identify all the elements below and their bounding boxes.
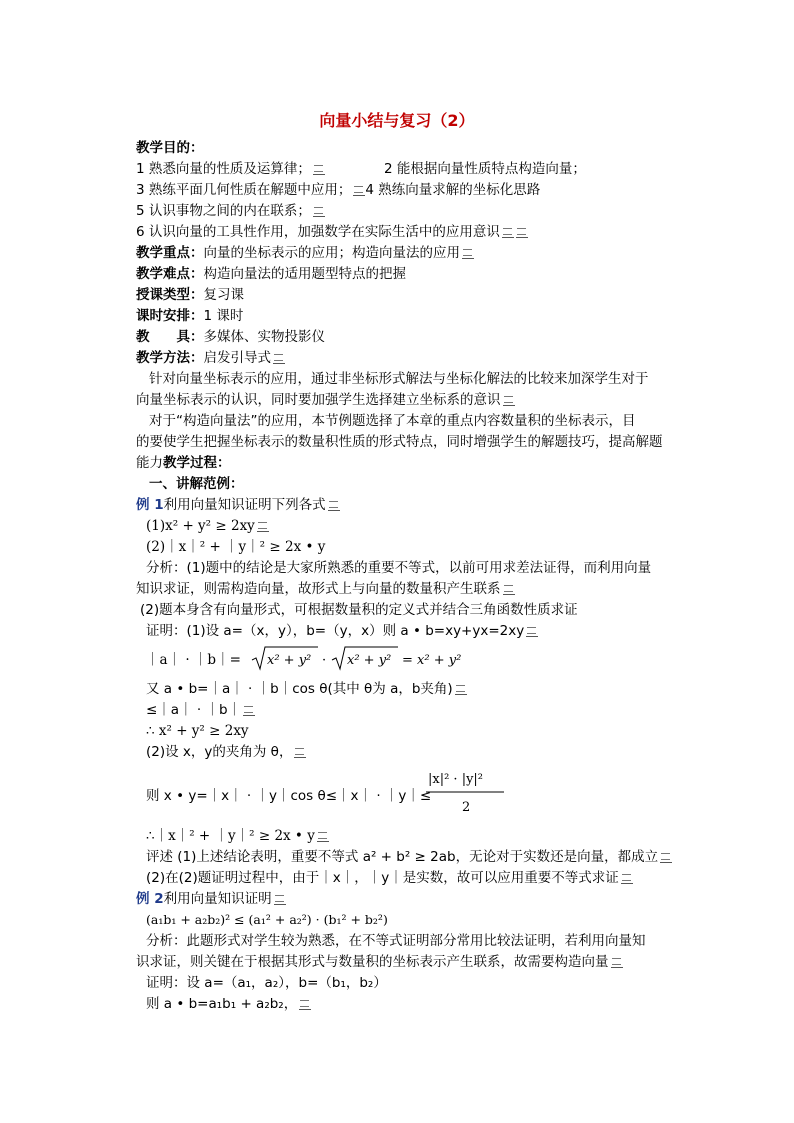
example-1-proof-7: 则 x • y=｜x｜ · ｜y｜cos θ≤｜x｜ · ｜y｜≤ [146,788,432,804]
objective-2: 2 能根据向量性质特点构造向量； [384,161,586,177]
radicand-2: x² + y² [347,653,392,668]
document-title: 向量小结与复习（2） [319,111,475,130]
example-2-proof-2 [146,995,311,1013]
example-2-analysis-1: 分析：此题形式对学生较为熟悉，在不等式证明部分常用比较法证明，若利用向量知 [146,933,646,949]
objectives-heading: 教学目的： [136,140,204,156]
objective-3-4 [136,181,540,199]
objective-5-text: 5 认识事物之间的内在联系； [136,203,311,219]
watermark-icon [273,353,285,364]
tools-label: 教 具： [136,329,204,345]
watermark-icon [313,206,325,217]
radicand-1: x² + y² [267,653,312,668]
method-text: 启发引导式 [203,350,271,366]
lesson-type-label: 授课类型： [136,287,204,303]
objective-6 [136,223,528,241]
watermark-icon [294,747,306,758]
section-heading: 一、讲解范例： [149,476,244,492]
tools-text: 多媒体、实物投影仪 [203,329,325,345]
example-2-text: 利用向量知识证明 [163,891,272,907]
example-1-proof-1-text: 证明：(1)设 a=（x，y），b=（y，x）则 a • b=xy+yx=2xy [146,623,525,639]
example-1-proof-1 [146,622,538,640]
example-1-proof-8 [146,827,329,845]
formula-right: = x² + y² [402,653,462,668]
objective-1 [136,160,325,178]
example-1-review-1-text: 评述 (1)上述结论表明，重要不等式 a² + b² ≥ 2ab，无论对于实数还是向量，都成立 [146,849,659,865]
example-2-proof-1: 证明：设 a=（a₁，a₂），b=（b₁，b₂） [146,975,387,991]
watermark-icon [299,999,311,1010]
example-1-analysis-3: (2)题本身含有向量形式，可根据数量积的定义式并结合三角函数性质求证 [140,602,578,618]
difficulty-label: 教学难点： [136,266,204,282]
para1-line1: 针对向量坐标表示的应用，通过非坐标形式解法与坐标化解法的比较来加深学生对于 [149,371,649,387]
objective-4-text: 4 熟练向量求解的坐标化思路 [365,182,541,198]
example-1-item-2: (2)｜x｜² + ｜y｜² ≥ 2x • y [146,539,326,555]
example-1-proof-3-text: 又 a • b=｜a｜ · ｜b｜cos θ(其中 θ为 a，b夹角) [146,681,453,697]
schedule-label: 课时安排： [136,308,204,324]
watermark-icon [462,248,474,259]
teaching-process-heading: 教学过程： [163,455,231,471]
method [136,349,285,367]
example-1-analysis-1: 分析：(1)题中的结论是大家所熟悉的重要不等式，以前可用求差法证得，而利用向量 [146,560,652,576]
dot-operator: · [322,653,327,668]
example-2-item: (a₁b₁ + a₂b₂)² ≤ (a₁² + a₂²) · (b₁² + b₂²) [146,912,388,927]
difficulty-text: 构造向量法的适用题型特点的把握 [203,266,406,282]
example-2-heading [136,890,286,908]
watermark-icon [274,894,286,905]
schedule [136,307,243,325]
para2-line3 [136,454,231,472]
objective-5 [136,202,325,220]
example-1-review-2 [146,869,633,887]
watermark-icon [257,521,269,532]
example-2-label: 例 2 [136,891,164,907]
watermark-icon [243,705,255,716]
fraction-formula [424,766,514,822]
schedule-text: 1 课时 [203,308,244,324]
example-1-proof-4-text: ≤｜a｜ · ｜b｜ [146,702,242,718]
watermark-icon [660,852,672,863]
watermark-icon [353,185,365,196]
para1-line2 [136,391,515,409]
example-1-label: 例 1 [136,497,164,513]
watermark-icon [611,957,623,968]
objective-1-text: 1 熟悉向量的性质及运算律； [136,161,311,177]
example-1-review-1 [146,848,672,866]
example-1-proof-2-formula [146,642,466,678]
example-2-analysis-2 [136,953,623,971]
para2-line1: 对于“构造向量法”的应用，本节例题选择了本章的重点内容数量积的坐标表示，目 [149,413,636,429]
example-2-proof-2-text: 则 a • b=a₁b₁ + a₂b₂， [146,996,298,1012]
example-1-proof-5: ∴ x² + y² ≥ 2xy [146,723,249,739]
example-1-proof-6 [146,743,306,761]
watermark-icon [455,684,467,695]
watermark-icon [328,500,340,511]
lesson-type [136,286,244,304]
watermark-icon [621,873,633,884]
example-1-proof-6-text: (2)设 x，y的夹角为 θ， [146,744,293,760]
objective-3-text: 3 熟练平面几何性质在解题中应用； [136,182,352,198]
example-1-heading [136,496,340,514]
watermark-icon [502,227,514,238]
fraction-denominator: 2 [462,800,471,815]
example-1-review-2-text: (2)在(2)题证明过程中，由于｜x｜，｜y｜是实数，故可以应用重要不等式求证 [146,870,619,886]
fraction-numerator: |x|² · |y|² [428,772,484,787]
difficulty [136,265,406,283]
example-1-item-1-text: (1)x² + y² ≥ 2xy [146,518,255,534]
para2-line3-text: 能力 [136,455,163,471]
objective-6-text: 6 认识向量的工具性作用，加强数学在实际生活中的应用意识 [136,224,500,240]
para1-line2-text: 向量坐标表示的认识，同时要加强学生选择建立坐标系的意识 [136,392,501,408]
key-point-label: 教学重点： [136,245,204,261]
example-1-proof-4 [146,701,255,719]
example-2-analysis-2-text: 识求证，则关键在于根据其形式与数量积的坐标表示产生联系，故需要构造向量 [136,954,609,970]
formula-left: ｜a｜ · ｜b｜= [146,652,241,668]
example-1-analysis-2 [136,580,515,598]
key-point-text: 向量的坐标表示的应用；构造向量法的应用 [203,245,460,261]
example-1-text: 利用向量知识证明下列各式 [163,497,326,513]
watermark-icon [516,227,528,238]
key-point [136,244,474,262]
watermark-icon [503,584,515,595]
watermark-icon [313,164,325,175]
example-1-proof-8-text: ∴｜x｜² + ｜y｜² ≥ 2x • y [146,828,315,844]
method-label: 教学方法： [136,350,204,366]
watermark-icon [526,626,538,637]
lesson-type-text: 复习课 [203,287,244,303]
watermark-icon [503,395,515,406]
example-1-proof-3 [146,680,467,698]
para2-line2: 的要使学生把握坐标表示的数量积性质的形式特点，同时增强学生的解题技巧，提高解题 [136,434,663,450]
watermark-icon [317,831,329,842]
example-1-analysis-2-text: 知识求证，则需构造向量，故形式上与向量的数量积产生联系 [136,581,501,597]
tools [136,328,325,346]
example-1-item-1 [146,517,269,535]
